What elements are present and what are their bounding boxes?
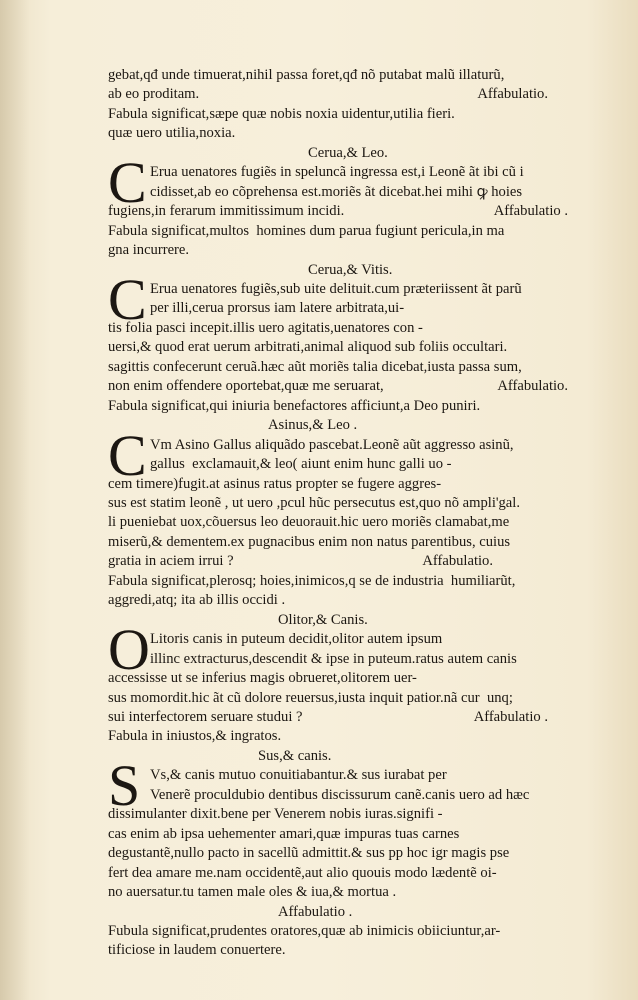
text-line: non enim offendere oportebat,quæ me seruarat, [108, 378, 384, 395]
text-line: Fabula significat,multos homines dum parua fugiunt pericula,in ma [108, 222, 505, 239]
fable-title: Cerua,& Leo. [308, 144, 388, 161]
text-line: Erua uenatores fugiẽs in speluncã ingressa est,i Leonẽ ãt ibi cũ i [150, 164, 524, 181]
text-line: uersi,& quod erat uerum arbitrati,animal aliquod sub foliis occultari. [108, 339, 508, 356]
text-line: tis folia pasci incepit.illis uero agitatis,uenatores con - [108, 319, 423, 336]
moral-label: Affabulatio . [278, 903, 353, 920]
text-line: fugiens,in ferarum immitissimum incidi. [108, 203, 345, 220]
text-line: gna incurrere. [108, 242, 190, 259]
text-line: gebat,qđ unde timuerat,nihil passa foret,qđ nõ putabat malũ illaturũ, [108, 67, 505, 83]
moral-label: Affabulatio . [493, 203, 568, 220]
text-line: Fabula significat,plerosq; hoies,inimicos,q se de industria humiliarũt, [108, 572, 516, 589]
text-line: sus momordit.hic ãt cũ dolore reuersus,iusta inquit patior.nã cur unq; [108, 689, 513, 706]
drop-cap: O [108, 617, 150, 683]
text-line: illinc extracturus,descendit & ipse in puteum.ratus autem canis [150, 650, 517, 667]
fable-title: Cerua,& Vitis. [308, 261, 393, 278]
text-line: Fabula significat,qui iniuria benefactores afficiunt,a Deo puniri. [108, 397, 481, 414]
drop-cap: S [108, 753, 141, 819]
moral-label: Affabulatio. [422, 553, 493, 570]
text-line: tificiose in laudem conuertere. [108, 942, 286, 959]
text-line: cas enim ab ipsa uehementer amari,quæ impuras tuas carnes [108, 825, 460, 842]
text-line: gallus exclamauit,& leo( aiunt enim hunc galli uo - [150, 456, 452, 473]
moral-label: Affabulatio . [473, 709, 548, 726]
text-line: sus est statim leonẽ , ut uero ,pcul hũc persecutus est,quo nõ ampli'gal. [108, 495, 520, 512]
text-line: aggredi,atq; ita ab illis occidi . [108, 592, 286, 609]
text-line: Fubula significat,prudentes oratores,quæ ab inimicis obiiciuntur,ar- [108, 923, 501, 940]
text-line: Litoris canis in puteum decidit,olitor autem ipsum [150, 631, 443, 648]
text-line: Fabula in iniustos,& ingratos. [108, 728, 282, 745]
drop-cap: C [108, 267, 147, 333]
text-line: cidisset,ab eo cõprehensa est.moriẽs ãt dicebat.hei mihi ꝙ hoies [150, 183, 523, 200]
text-line: Erua uenatores fugiẽs,sub uite delituit.cum præteriissent ãt parũ [150, 281, 522, 298]
text-line: sui interfectorem seruare studui ? [108, 709, 303, 726]
text-line: accessisse ut se inferius magis obrueret,olitorem uer- [108, 670, 417, 687]
gutter-shadow [0, 0, 30, 1000]
fable-title: Sus,& canis. [258, 747, 332, 764]
text-line: fert dea amare me.nam occidentẽ,aut alio quouis modo lædentẽ oi- [108, 864, 497, 881]
drop-cap: C [108, 422, 147, 488]
text-line: dissimulanter dixit.bene per Venerem nobis iuras.signifi - [108, 806, 443, 823]
text-line: Vm Asino Gallus aliquãdo pascebat.Leonẽ aũt aggresso asinũ, [150, 436, 514, 453]
text-line: quæ uero utilia,noxia. [108, 125, 236, 142]
text-line: li pueniebat uox,cõuersus leo deuorauit.hic uero moriẽs clamabat,me [108, 514, 510, 531]
text-line: sagittis confecerunt ceruã.hæc aũt moriẽs talia dicebat,iusta passa sum, [108, 358, 522, 375]
moral-label: Affabulatio. [497, 378, 568, 395]
text-line: Venerẽ proculdubio dentibus discissurum canẽ.canis uero ad hæc [150, 786, 530, 803]
text-line: ab eo proditam. [108, 86, 200, 103]
text-line: miserũ,& dementem.ex pugnacibus enim non natus parentibus, cuius [108, 533, 511, 550]
fable-title: Asinus,& Leo . [268, 417, 358, 434]
text-line: Vs,& canis mutuo conuitiabantur.& sus iurabat per [150, 767, 447, 784]
text-line: gratia in aciem irrui ? [108, 553, 234, 570]
text-line: Fabula significat,sæpe quæ nobis noxia uidentur,utilia fieri. [108, 105, 455, 122]
text-line: no auersatur.tu tamen male oles & iua,& mortua . [108, 884, 397, 901]
text-block [108, 66, 588, 961]
text-line: degustantẽ,nullo pacto in sacellũ admittit.& sus pp hoc igr magis pse [108, 845, 510, 862]
moral-label: Affabulatio. [477, 86, 548, 103]
text-line: per illi,cerua prorsus iam latere arbitrata,ui- [150, 300, 405, 317]
fable-title: Olitor,& Canis. [278, 611, 368, 628]
text-line: cem timere)fugit.at asinus ratus propter se fugere aggres- [108, 475, 442, 492]
drop-cap: C [108, 150, 147, 216]
